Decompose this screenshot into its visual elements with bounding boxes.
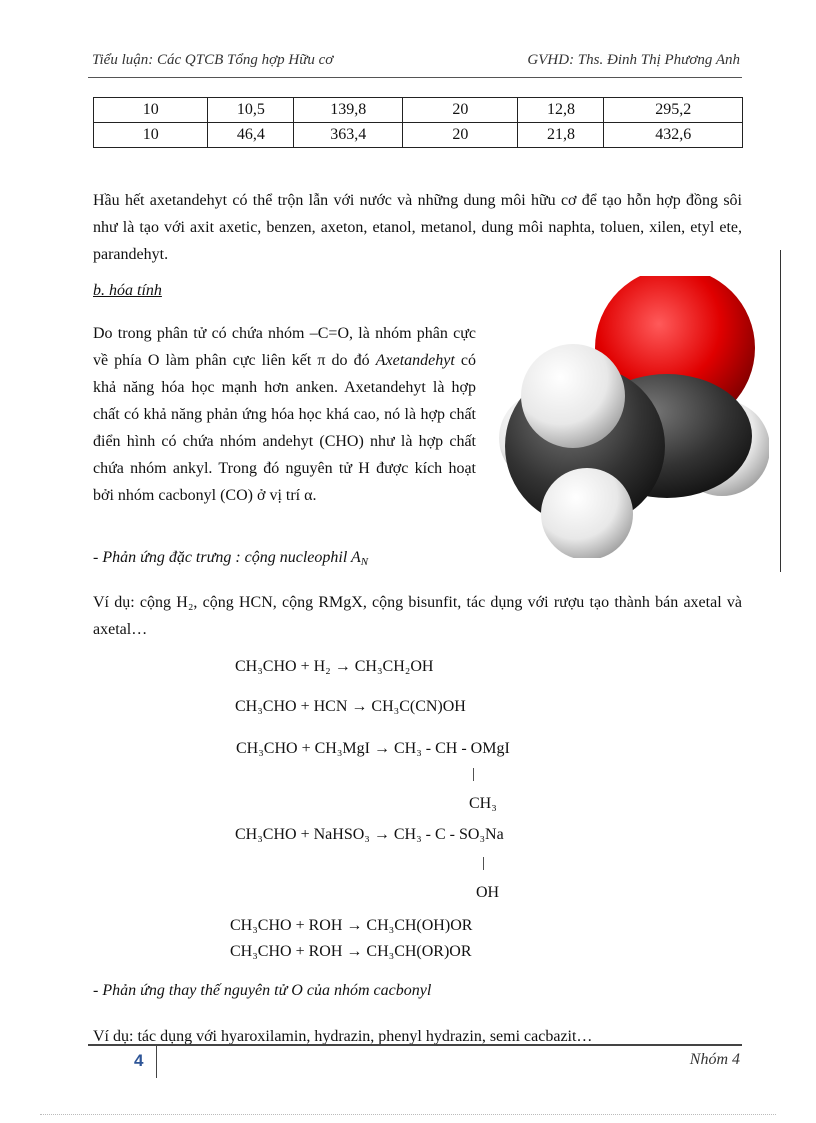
table-cell: 21,8 (518, 123, 604, 148)
acetaldehyde-molecule-image (497, 276, 769, 558)
equation-grignard: CH₃CHO + CH₃MgI → CH₃ - CH - OMgI (236, 740, 510, 757)
equation-grignard-bond: | (472, 766, 476, 782)
table-row (94, 123, 743, 148)
paragraph-azeotrope: Hầu hết axetandehyt có thể trộn lẫn với nước và những dung môi hữu cơ để tạo hỗn hợp đồng sôi như là tạo với axit axetic, benzen, axeton, etanol, metanol, dung môi naphta, toluen, xilen, etyl ete, parandehyt. (93, 192, 742, 263)
data-table (93, 97, 743, 148)
footer-divider (88, 1044, 742, 1046)
table-cell: 363,4 (294, 123, 403, 148)
page-bottom-edge (40, 1114, 776, 1115)
equation-hemiacetal: CH₃CHO + ROH → CH₃CH(OH)OR (230, 917, 473, 934)
table-cell: 10 (94, 98, 208, 123)
table-cell: 46,4 (208, 123, 294, 148)
page-number-separator (156, 1046, 157, 1078)
header-advisor: GVHD: Ths. Đinh Thị Phương Anh (527, 52, 740, 68)
right-margin-line (780, 250, 781, 572)
paragraph-reactivity: Do trong phân tử có chứa nhóm –C=O, là nhóm phân cực về phía O làm phân cực liên kết π do đó Axetandehyt có khả năng hóa học mạnh hơn anken. Axetandehyt là hợp chất có khả năng phản ứng hóa học khá cao, nó là hợp chất điển hình có chứa nhóm andehyt (CHO) như là hợp chất chứa nhóm ankyl. Trong đó nguyên tử H được kích hoạt bởi nhóm cacbonyl (CO) ở vị trí α. (93, 325, 476, 504)
page-number: 4 (134, 1051, 144, 1070)
table-cell: 432,6 (604, 123, 743, 148)
equation-grignard-substituent: CH₃ (469, 795, 497, 812)
table-cell: 20 (403, 98, 518, 123)
paragraph-examples-2: Ví dụ: tác dụng với hyaroxilamin, hydrazin, phenyl hydrazin, semi cacbazit… (93, 1028, 593, 1045)
header-divider (88, 77, 742, 78)
equation-bisulfite-substituent: OH (476, 884, 500, 901)
table-cell: 139,8 (294, 98, 403, 123)
hydrogen-atom (521, 344, 625, 448)
subheading-nucleophilic-addition: - Phản ứng đặc trưng : cộng nucleophil $A_N$ (93, 549, 369, 568)
table-cell: 295,2 (604, 98, 743, 123)
table-cell: 20 (403, 123, 518, 148)
equation-hcn: CH₃CHO + HCN → CH₃C(CN)OH (235, 698, 466, 715)
equation-bisulfite-bond: | (482, 855, 486, 871)
footer-group: Nhóm 4 (689, 1051, 740, 1068)
equation-acetal: CH₃CHO + ROH → CH₃CH(OR)OR (230, 943, 472, 960)
table-row (94, 98, 743, 123)
subheading-oxygen-substitution: - Phản ứng thay thế nguyên tử O của nhóm cacbonyl (93, 982, 432, 999)
section-heading-chemical-properties: b. hóa tính (93, 282, 162, 299)
hydrogen-atom (541, 468, 633, 558)
table-cell: 12,8 (518, 98, 604, 123)
table-cell: 10,5 (208, 98, 294, 123)
equation-bisulfite: CH₃CHO + NaHSO₃ → CH₃ - C - SO₃Na (235, 826, 504, 843)
paragraph-examples: Ví dụ: cộng H₂, cộng HCN, cộng RMgX, cộng bisunfit, tác dụng với rượu tạo thành bán axetal và axetal… (93, 594, 742, 638)
equation-hydrogenation: CH₃CHO + H₂ → CH₃CH₂OH (235, 658, 434, 675)
header-title: Tiểu luận: Các QTCB Tổng hợp Hữu cơ (92, 52, 334, 68)
table-cell: 10 (94, 123, 208, 148)
